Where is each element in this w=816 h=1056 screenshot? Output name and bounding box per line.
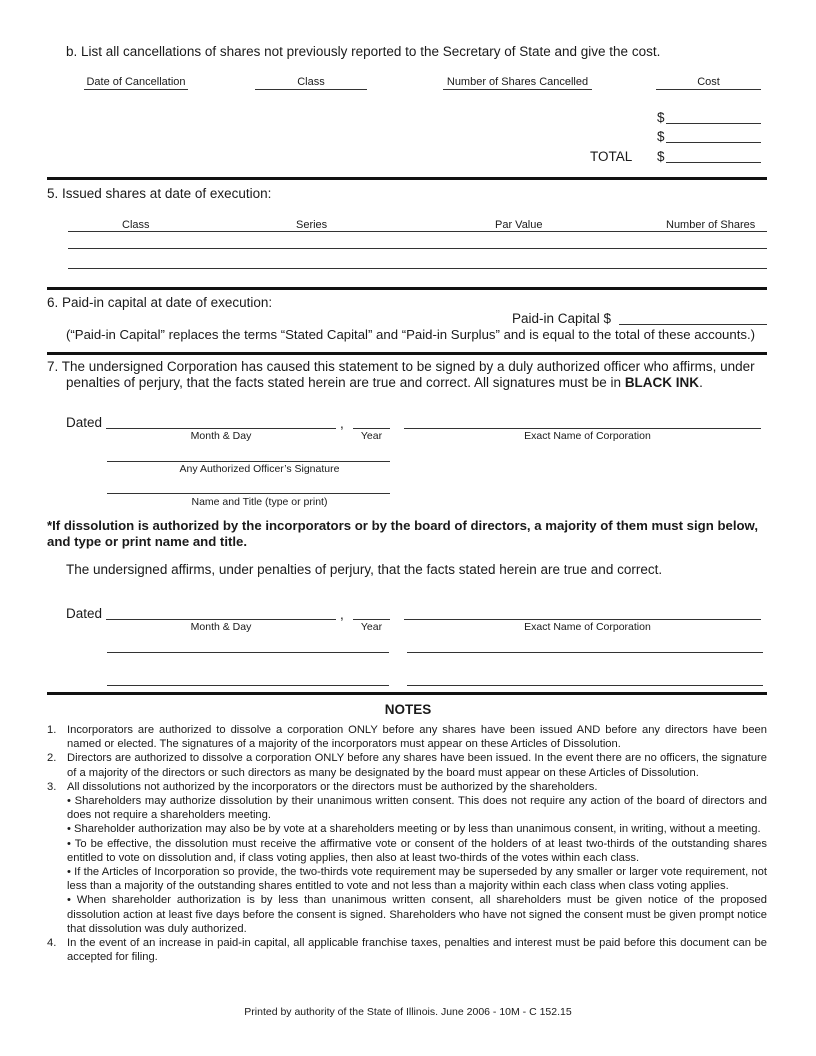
section-7-line-2-text: penalties of perjury, that the facts stated herein are true and correct. All signatures must be in [66,375,625,390]
corporation-name-field-2[interactable] [404,619,761,620]
cost-dollar-2: $ [657,129,665,144]
year-caption: Year [360,430,383,442]
black-ink-emphasis: BLACK INK [624,375,700,390]
issued-shares-row-1[interactable] [68,248,767,249]
section-7-line-1: 7. The undersigned Corporation has caused this statement to be signed by a duly authorized officer who affirms, under [47,359,755,374]
note-4-number: 4. [47,937,57,950]
paid-in-capital-label: Paid-in Capital $ [512,311,612,326]
dated-label-2: Dated [66,606,103,621]
note-1 [47,723,767,751]
note-1-text: Incorporators are authorized to dissolve a corporation ONLY before any shares have been issued AND before any directors have been named or elected. The signatures of a majority of the incorporators must appear on these Articles of Dissolution. [67,724,767,751]
name-title-caption: Name and Title (type or print) [191,496,328,508]
month-day-field[interactable] [106,428,336,429]
note-3 [47,780,767,936]
section-7-line-2 [66,375,703,390]
section-divider [47,352,767,355]
notes-list [47,723,767,964]
header-class: Class [255,76,367,90]
paid-in-capital-note: (“Paid-in Capital” replaces the terms “Stated Capital” and “Paid-in Surplus” and is equal to the total of these accounts.) [66,327,756,342]
dissolution-instruction-line-1: *If dissolution is authorized by the incorporators or by the board of directors, a majority of them must sign below, [47,518,758,533]
section-divider [47,692,767,695]
director-name-field-1[interactable] [407,652,763,653]
officer-signature-caption: Any Authorized Officer’s Signature [179,463,340,475]
note-3-bullet-5: • When shareholder authorization is by less than unanimous written consent, all shareholders must be given notice of the proposed dissolution action at least five days before the consent is signed. Shareholders who have not signed the consent must be given prompt notice that dissolution was duly authorized. [67,894,767,935]
note-3-bullet-4: • If the Articles of Incorporation so provide, the two-thirds vote requirement may be superseded by any smaller or larger vote requirement, not less than a majority of the outstanding shares entitled to vote and not less than a majority within each class when class voting applies. [67,866,767,893]
header-series: Series [296,219,328,231]
month-day-caption: Month & Day [190,430,252,442]
corporation-name-caption: Exact Name of Corporation [524,430,651,442]
section-6-title: 6. Paid-in capital at date of execution: [47,295,273,310]
director-name-field-2[interactable] [407,685,763,686]
note-2 [47,751,767,779]
total-dollar: $ [657,149,665,164]
note-3-number: 3. [47,780,57,793]
header-issued-class: Class [122,219,150,231]
month-day-caption-2: Month & Day [190,621,252,633]
cost-field-1[interactable] [666,123,761,124]
year-field-2[interactable] [353,619,390,620]
date-comma-2: , [340,607,344,622]
note-1-number: 1. [47,724,57,736]
issued-shares-row-2[interactable] [68,268,767,269]
section-7-period: . [699,375,703,390]
note-2-number: 2. [47,752,57,765]
note-3-bullet-3: • To be effective, the dissolution must receive the affirmative vote or consent of the holders of at least two-thirds of the outstanding shares entitled to vote on dissolution and, if class voting applies, then also at least two-thirds of the votes within each class. [67,837,767,864]
officer-signature-field[interactable] [107,461,390,462]
note-4 [47,936,767,964]
cost-field-2[interactable] [666,142,761,143]
header-par-value: Par Value [495,219,543,231]
header-date-of-cancellation: Date of Cancellation [84,76,188,90]
total-label: TOTAL [590,149,633,164]
affirmation-text: The undersigned affirms, under penalties of perjury, that the facts stated herein are true and correct. [66,562,663,577]
corporation-name-field[interactable] [404,428,761,429]
cost-dollar-1: $ [657,110,665,125]
name-title-field[interactable] [107,493,390,494]
year-caption-2: Year [360,621,383,633]
corporation-name-caption-2: Exact Name of Corporation [524,621,651,633]
dissolution-instruction-line-2: and type or print name and title. [47,534,248,549]
section-b-instruction: b. List all cancellations of shares not previously reported to the Secretary of State and give the cost. [66,44,661,59]
notes-title: NOTES [384,702,432,717]
printed-by-footer: Printed by authority of the State of Illinois. June 2006 - 10M - C 152.15 [244,1006,572,1018]
issued-shares-header-rule [68,231,767,232]
note-3-bullet-1: • Shareholders may authorize dissolution by their unanimous written consent. This does not require any action of the board of directors and does not require a shareholders meeting. [67,795,767,822]
date-comma: , [340,416,344,431]
paid-in-capital-field[interactable] [619,324,767,325]
year-field[interactable] [353,428,390,429]
section-divider [47,287,767,290]
note-4-text: In the event of an increase in paid-in capital, all applicable franchise taxes, penalties and interest must be paid before this document can be accepted for filing. [67,937,767,964]
total-cost-field[interactable] [666,162,761,163]
note-2-text: Directors are authorized to dissolve a corporation ONLY before any shares have been issued. In the event there are no officers, the signature of a majority of the directors or such directors as many be designated by the board must appear on these Articles of Dissolution. [67,752,767,779]
director-signature-field-1[interactable] [107,652,389,653]
header-number-of-shares-cancelled: Number of Shares Cancelled [443,76,592,90]
note-3-text: All dissolutions not authorized by the incorporators or the directors must be authorized by the shareholders. [67,780,598,793]
section-5-title: 5. Issued shares at date of execution: [47,186,272,201]
section-divider [47,177,767,180]
header-cost: Cost [656,76,761,90]
month-day-field-2[interactable] [106,619,336,620]
header-number-of-shares: Number of Shares [666,219,756,231]
director-signature-field-2[interactable] [107,685,389,686]
dated-label: Dated [66,415,103,430]
note-3-bullet-2: • Shareholder authorization may also be by vote at a shareholders meeting or by less than unanimous consent, in writing, without a meeting. [67,823,761,836]
